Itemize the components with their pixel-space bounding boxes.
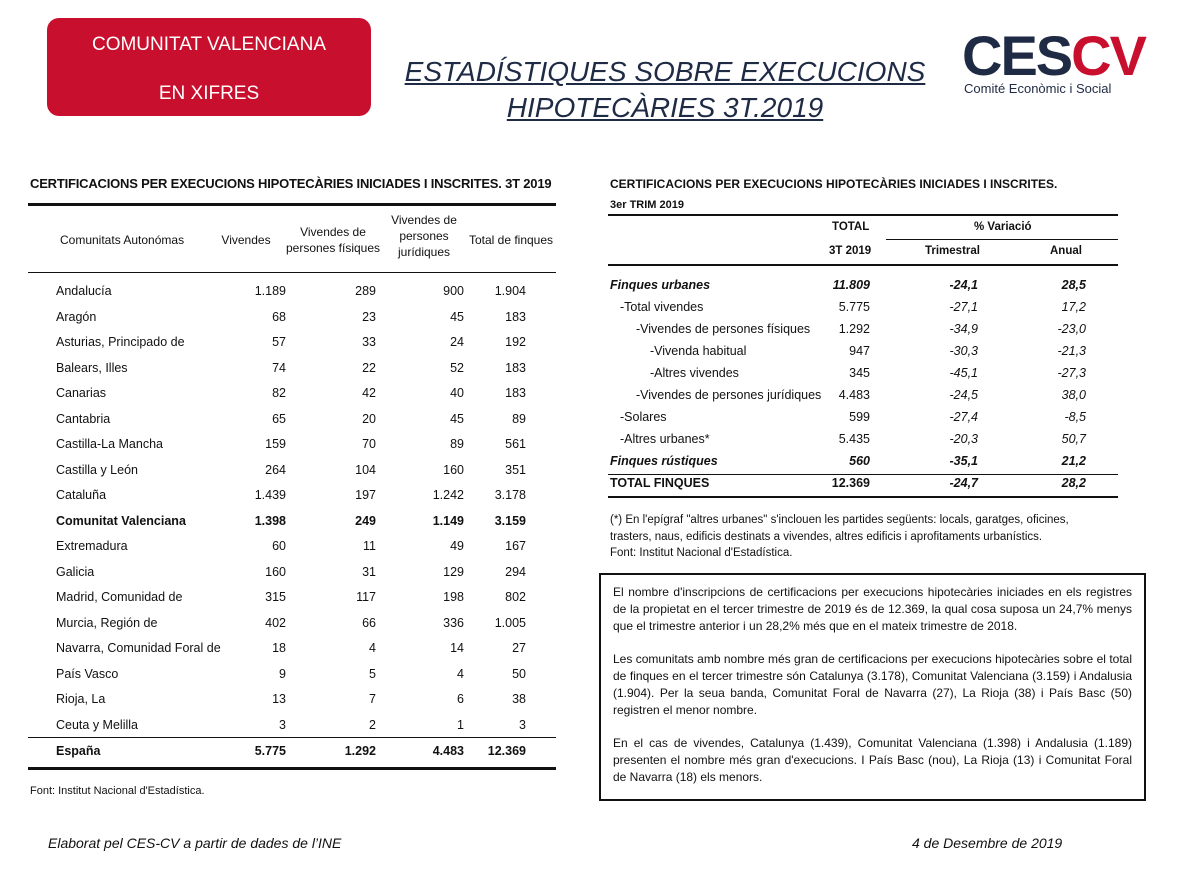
row-value: 183 <box>505 386 526 400</box>
row-value: 5.435 <box>838 432 870 446</box>
row-label: Ceuta y Melilla <box>56 717 138 732</box>
row-value: 4.483 <box>838 388 870 402</box>
row-value: 70 <box>362 437 376 451</box>
summary-text-box <box>599 573 1146 801</box>
row-value: 1.005 <box>494 615 526 630</box>
table-row <box>608 319 1118 341</box>
row-value: 65 <box>272 411 286 426</box>
row-value: 49 <box>450 539 464 553</box>
table-row <box>28 510 554 536</box>
row-value: 31 <box>362 564 376 579</box>
footer-credit: Elaborat pel CES-CV a partir de dades de l’INE <box>48 835 342 851</box>
row-value: 27 <box>512 641 526 655</box>
table-row <box>28 586 554 612</box>
table-row <box>28 637 554 663</box>
row-value: 57 <box>272 335 286 349</box>
row-value: 45 <box>450 411 464 426</box>
table-row <box>28 331 554 357</box>
row-value: 104 <box>355 462 376 477</box>
rt-total-rule <box>608 474 1118 475</box>
row-label: Finques urbanes <box>610 278 711 292</box>
table-row <box>608 385 1118 407</box>
row-value: -8,5 <box>1064 410 1086 424</box>
row-value: 1.292 <box>838 322 870 336</box>
row-value: 28,2 <box>1061 476 1086 490</box>
row-value: 12.369 <box>831 476 870 490</box>
row-label: Navarra, Comunidad Foral de <box>56 641 221 655</box>
table-row <box>28 459 554 485</box>
row-label: -Altres vivendes <box>650 366 739 380</box>
rt-header-anual: Anual <box>1050 245 1082 257</box>
table-row <box>608 297 1118 319</box>
row-label: -Vivenda habitual <box>650 344 747 358</box>
row-value: 4 <box>369 641 376 655</box>
row-value: 14 <box>450 641 464 655</box>
row-value: 1.292 <box>344 744 376 758</box>
row-value: 45 <box>450 309 464 324</box>
row-value: 264 <box>265 462 286 477</box>
row-value: 11.809 <box>832 278 870 292</box>
page-title-line-2: HIPOTECÀRIES 3T.2019 <box>506 92 824 123</box>
table-row <box>608 473 1118 495</box>
row-value: 1.439 <box>254 488 286 502</box>
row-label: Cataluña <box>56 488 107 502</box>
row-value: 33 <box>362 335 376 349</box>
row-value: 40 <box>450 386 464 400</box>
rt-header-trimestral: Trimestral <box>925 245 980 257</box>
row-value: 38 <box>512 692 526 706</box>
lt-header-fisiques <box>284 224 382 256</box>
row-value: 560 <box>849 454 870 468</box>
table-row <box>28 382 554 408</box>
cescv-logo <box>962 24 1145 98</box>
row-value: 50 <box>512 666 526 681</box>
row-value: -30,3 <box>949 344 978 358</box>
row-value: 60 <box>272 539 286 553</box>
table-row <box>28 280 554 306</box>
row-label: -Vivendes de persones jurídiques <box>636 388 822 402</box>
row-value: 21,2 <box>1061 454 1086 468</box>
rt-bottom-rule <box>608 496 1118 498</box>
row-value: 12.369 <box>487 744 526 758</box>
row-value: 50,7 <box>1061 432 1086 446</box>
row-label: Extremadura <box>56 539 128 553</box>
summary-paragraph-3: En el cas de vivendes, Catalunya (1.439), Comunitat Valenciana (1.398) i Andalusia (1.189) presenten el nombre més gran d'execucions. I País Basc (nou), La Rioja (13) i Comunitat Foral de Navarra (18) els menors. <box>613 736 1132 784</box>
left-table-top-rule <box>28 203 556 206</box>
row-value: 66 <box>362 615 376 630</box>
table-row <box>28 714 554 740</box>
table-row <box>28 688 554 714</box>
table-row <box>608 407 1118 429</box>
right-table-subtitle: 3er TRIM 2019 <box>610 199 684 211</box>
row-value: 9 <box>279 666 286 681</box>
row-value: 38,0 <box>1061 388 1086 402</box>
row-value: 17,2 <box>1061 300 1086 314</box>
row-value: -24,7 <box>949 476 978 490</box>
badge-line-2: EN XIFRES <box>158 83 260 104</box>
row-label: TOTAL FINQUES <box>610 476 710 490</box>
row-value: 5 <box>369 666 376 681</box>
table-row <box>28 484 554 510</box>
row-value: 198 <box>443 590 464 604</box>
row-value: 900 <box>443 284 464 298</box>
row-value: 197 <box>355 488 376 502</box>
row-label: -Total vivendes <box>620 300 704 314</box>
table-row <box>28 612 554 638</box>
row-value: 345 <box>849 366 870 380</box>
lt-header-fisiques-l2: persones físiques <box>285 241 381 255</box>
row-value: 160 <box>265 564 286 579</box>
row-label: Canarias <box>56 386 107 400</box>
row-value: -27,4 <box>949 410 978 424</box>
row-value: 402 <box>265 615 286 630</box>
row-value: 5.775 <box>838 300 870 314</box>
row-value: 561 <box>505 437 526 451</box>
row-label: Castilla y León <box>56 462 138 477</box>
left-table-total-rule <box>28 737 556 738</box>
rt-note-source: Font: Institut Nacional d'Estadística. <box>610 547 793 559</box>
table-row <box>608 429 1118 451</box>
row-value: 183 <box>505 360 526 375</box>
row-label: Andalucía <box>56 284 112 298</box>
row-label: Madrid, Comunidad de <box>56 590 183 604</box>
rt-header-rule <box>608 264 1118 266</box>
row-label: Asturias, Principado de <box>56 335 185 349</box>
row-value: -23,0 <box>1057 322 1086 336</box>
row-value: 1.149 <box>432 513 464 528</box>
row-value: 289 <box>355 284 376 298</box>
lt-header-vivendes: Vivendes <box>221 233 271 247</box>
lt-header-region: Comunitats Autonómas <box>60 233 185 247</box>
row-value: 28,5 <box>1061 278 1086 292</box>
table-row <box>28 535 554 561</box>
row-value: 117 <box>356 590 376 604</box>
row-value: 947 <box>849 344 870 358</box>
row-value: 74 <box>272 360 286 375</box>
rt-variacio-rule <box>886 239 1118 240</box>
row-value: 3.159 <box>494 513 526 528</box>
row-value: 89 <box>512 411 526 426</box>
row-value: 183 <box>505 309 526 324</box>
row-value: 315 <box>265 590 286 604</box>
region-badge <box>47 18 371 116</box>
row-value: -21,3 <box>1057 344 1086 358</box>
row-value: 249 <box>355 513 376 528</box>
summary-paragraph-2: Les comunitats amb nombre més gran de certificacions per execucions hipotecàries sobre el total de finques en el tercer trimestre són Catalunya (3.178), Comunitat Valenciana (3.159) i Andalusia (1.904). Per la seua banda, Comunitat Foral de Navarra (27), La Rioja (38) i País Basc (50) registren el menor nombre. <box>613 652 1132 717</box>
row-value: 42 <box>362 386 376 400</box>
row-label: Murcia, Región de <box>56 615 158 630</box>
logo-subtitle: Comité Econòmic i Social <box>964 81 1112 96</box>
logo-ces-text: CES <box>962 24 1072 87</box>
row-value: 192 <box>505 335 526 349</box>
table-row <box>28 740 554 766</box>
rt-header-variacio: % Variació <box>974 221 1032 233</box>
row-label: Balears, Illes <box>56 360 128 375</box>
right-table-title: CERTIFICACIONS PER EXECUCIONS HIPOTECÀRIES INICIADES I INSCRITES. <box>610 177 1058 191</box>
row-value: 18 <box>272 641 286 655</box>
page-title <box>380 54 950 126</box>
row-value: 11 <box>363 539 376 553</box>
row-value: 1 <box>457 717 464 732</box>
table-row <box>28 561 554 587</box>
row-label: Castilla-La Mancha <box>56 437 163 451</box>
row-value: 599 <box>849 410 870 424</box>
row-value: 24 <box>450 335 464 349</box>
row-value: 129 <box>443 564 464 579</box>
row-value: 1.904 <box>494 284 526 298</box>
row-value: -24,1 <box>949 278 978 292</box>
table-row <box>28 408 554 434</box>
row-value: 1.189 <box>254 284 286 298</box>
lt-header-juridiques-l1: Vivendes de <box>391 213 457 227</box>
row-value: -34,9 <box>949 322 978 336</box>
row-label: Cantabria <box>56 411 111 426</box>
row-value: 5.775 <box>254 744 286 758</box>
row-value: 22 <box>362 360 376 375</box>
left-table-bottom-rule <box>28 767 556 770</box>
row-label: Rioja, La <box>56 692 106 706</box>
table-row <box>608 363 1118 385</box>
row-label: España <box>56 744 101 758</box>
row-value: 20 <box>362 411 376 426</box>
row-value: 294 <box>505 564 526 579</box>
row-value: 23 <box>362 309 376 324</box>
lt-header-juridiques-l3: jurídiques <box>397 245 451 259</box>
summary-paragraph-1: El nombre d'inscripcions de certificacions per execucions hipotecàries iniciades en els registres de la propietat en el tercer trimestre de 2019 és de 12.369, la qual cosa suposa un 24,7% menys que el trimestre anterior i un 28,2% més que en el mateix trimestre de 2018. <box>613 585 1132 633</box>
row-value: -27,1 <box>949 300 978 314</box>
row-value: 167 <box>505 539 526 553</box>
row-label: -Solares <box>620 410 667 424</box>
row-label: -Altres urbanes* <box>620 432 710 446</box>
row-value: 159 <box>265 437 286 451</box>
row-value: 3 <box>279 717 286 732</box>
left-table-header-rule <box>28 272 556 273</box>
row-value: 2 <box>369 717 376 732</box>
row-value: 802 <box>505 590 526 604</box>
logo-cv-text: CV <box>1071 24 1145 87</box>
row-value: 6 <box>457 692 464 706</box>
row-label: País Vasco <box>56 666 119 681</box>
row-value: 3 <box>519 717 526 732</box>
lt-header-total: Total de finques <box>468 233 554 247</box>
row-value: 336 <box>443 615 464 630</box>
row-value: 351 <box>505 462 526 477</box>
rt-header-total: TOTAL <box>832 221 870 233</box>
row-value: -27,3 <box>1057 366 1086 380</box>
row-value: -35,1 <box>949 454 978 468</box>
row-value: 1.398 <box>254 513 286 528</box>
row-label: Finques rústiques <box>610 454 718 468</box>
rt-header-period: 3T 2019 <box>829 245 872 257</box>
row-value: -45,1 <box>949 366 978 380</box>
row-label: Aragón <box>56 309 97 324</box>
row-value: 68 <box>272 309 286 324</box>
right-table-note <box>610 512 1110 562</box>
table-row <box>28 306 554 332</box>
row-label: Comunitat Valenciana <box>56 513 186 528</box>
row-value: 89 <box>450 437 464 451</box>
table-row <box>608 275 1118 297</box>
page-title-line-1: ESTADÍSTIQUES SOBRE EXECUCIONS <box>404 56 926 87</box>
table-row <box>28 433 554 459</box>
row-label: Galicia <box>56 564 95 579</box>
row-value: 13 <box>272 692 286 706</box>
row-value: 82 <box>272 386 286 400</box>
left-table-title: CERTIFICACIONS PER EXECUCIONS HIPOTECÀRIES INICIADES I INSCRITES. 3T 2019 <box>30 176 552 191</box>
right-table-top-rule <box>608 214 1118 216</box>
lt-header-juridiques-l2: persones <box>399 229 449 243</box>
footer-date: 4 de Desembre de 2019 <box>912 835 1063 851</box>
rt-note-line-2: trasters, naus, edificis destinats a vivendes, altres edificis i aprofitaments urbanístics. <box>610 530 1043 543</box>
row-value: -20,3 <box>949 432 978 446</box>
row-value: 1.242 <box>432 488 464 502</box>
row-value: -24,5 <box>949 388 978 402</box>
row-label: -Vivendes de persones físiques <box>636 322 811 336</box>
row-value: 7 <box>369 692 376 706</box>
row-value: 160 <box>443 462 464 477</box>
table-row <box>28 663 554 689</box>
rt-note-line-1: (*) En l'epígraf "altres urbanes" s'inclouen les partides següents: locals, garatges, oficines, <box>610 514 1069 526</box>
row-value: 52 <box>450 360 464 375</box>
badge-line-1: COMUNITAT VALENCIANA <box>91 34 326 55</box>
row-value: 4 <box>457 666 464 681</box>
table-row <box>28 357 554 383</box>
left-table-source: Font: Institut Nacional d'Estadística. <box>30 785 205 797</box>
lt-header-juridiques <box>384 212 464 260</box>
row-value: 3.178 <box>494 488 526 502</box>
row-value: 4.483 <box>432 744 464 758</box>
lt-header-fisiques-l1: Vivendes de <box>300 225 366 239</box>
table-row <box>608 341 1118 363</box>
table-row <box>608 451 1118 473</box>
